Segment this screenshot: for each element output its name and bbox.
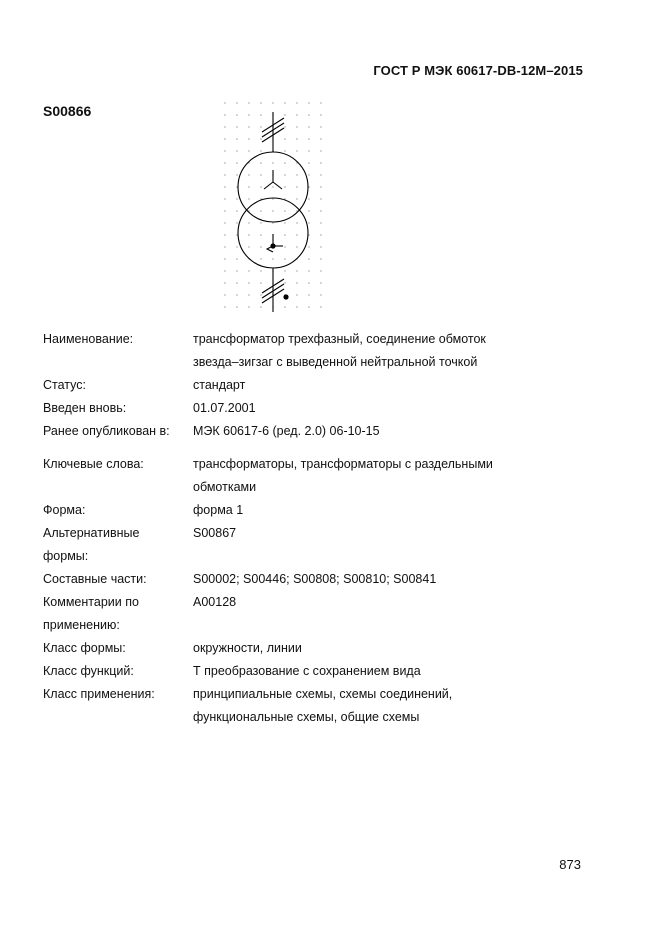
row-value: A00128 — [193, 595, 237, 609]
row-value: принципиальные схемы, схемы соединений, функциональные схемы, общие схемы — [193, 687, 453, 724]
row-label: Введен вновь: — [43, 401, 127, 415]
row-label: Класс применения: — [43, 687, 155, 701]
row-label: Класс формы: — [43, 641, 126, 655]
row-value: форма 1 — [193, 503, 244, 517]
row-value: Т преобразование с сохранением вида — [193, 664, 421, 678]
row-value: S00002; S00446; S00808; S00810; S00841 — [193, 572, 437, 586]
document-header: ГОСТ Р МЭК 60617-DB-12M–2015 — [373, 63, 583, 78]
row-value: трансформатор трехфазный, соединение обмоток звезда–зигзаг с выведенной нейтральной точкой — [193, 332, 486, 369]
transformer-symbol-icon — [222, 100, 324, 316]
row-label: Составные части: — [43, 572, 147, 586]
page-number: 873 — [559, 857, 581, 872]
row-value: 01.07.2001 — [193, 401, 256, 415]
row-label: Наименование: — [43, 332, 134, 346]
row-value: стандарт — [193, 378, 246, 392]
row-value: МЭК 60617-6 (ред. 2.0) 06-10-15 — [193, 424, 380, 438]
row-value: трансформаторы, трансформаторы с раздельными обмотками — [193, 457, 493, 494]
symbol-code: S00866 — [43, 103, 92, 119]
row-label: Статус: — [43, 378, 86, 392]
row-label: Комментарии по применению: — [43, 595, 139, 632]
row-value: S00867 — [193, 526, 237, 540]
row-label: Ранее опубликован в: — [43, 424, 170, 438]
row-label: Форма: — [43, 503, 86, 517]
row-label: Ключевые слова: — [43, 457, 144, 471]
row-label: Класс функций: — [43, 664, 134, 678]
row-label: Альтернативные формы: — [43, 526, 140, 563]
row-value: окружности, линии — [193, 641, 302, 655]
